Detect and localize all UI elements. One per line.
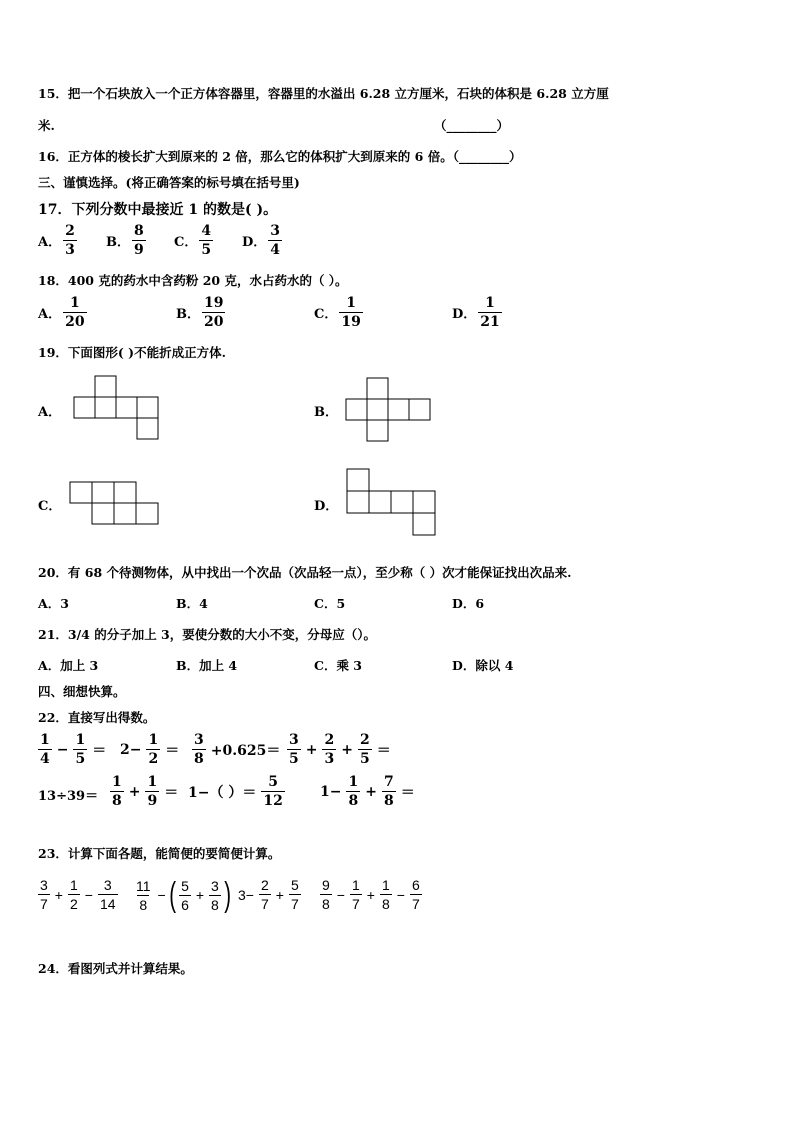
cube-net-a[interactable] [70,374,162,442]
fraction: $\frac{3}{14}$ [99,877,116,912]
fraction: 8 9 [134,223,144,258]
q17-option-d[interactable]: D． 3 4 [242,223,281,258]
q18-option-c[interactable]: C． 1 19 [314,295,361,330]
q18-option-d[interactable]: D． 1 21 [452,295,500,330]
q23-stem: 23．计算下面各题，能简便的要简便计算。 [38,846,281,861]
fraction: 5 12 [263,774,283,809]
q22-expr-2: 2− $\frac{1}{2}$ ＝ [120,732,180,767]
q21-stem: 21．3/4 的分子加上 3，要使分数的大小不变，分母应（）。 [38,627,377,642]
q21-option-b[interactable]: B．加上 4 [176,658,238,673]
q22-expr-8: 1− $\frac{1}{8}$ + $\frac{7}{8}$ ＝ [320,774,415,809]
fraction: 3 5 [289,732,299,767]
q17-option-c[interactable]: C． 4 5 [174,223,212,258]
fraction: $\frac{1}{8}$ [348,774,359,809]
q23-expr-2: 11 8 − ( 5 6 + $\frac{3}{8}$ ) [136,876,231,914]
q24-stem: 24．看图列式并计算结果。 [38,961,193,976]
fraction: 1 8 [112,774,122,809]
fraction: $\frac{1}{2}$ [148,732,159,767]
fraction: 3 7 [40,877,48,912]
fraction: $\frac{1}{7}$ [351,877,360,912]
q23-expr-1: 3 7 + $\frac{1}{2}$ − $\frac{3}{14}$ [40,877,116,912]
q22-expr-4: 3 5 + $\frac{2}{3}$ + $\frac{2}{5}$ ＝ [289,732,391,767]
q22-expr-7: 1−（ ）＝ 5 12 [188,774,283,809]
left-paren: ( [169,876,176,914]
cube-net-b[interactable] [343,376,435,444]
q17-stem: 17．下列分数中最接近 1 的数是( )。 [38,202,278,218]
right-paren: ) [224,876,231,914]
q20-stem: 20．有 68 个待测物体，从中找出一个次品（次品轻一点），至少称（ ）次才能保证找出次品来. [38,565,572,580]
fraction: 3 4 [270,223,281,258]
q23-expr-3: 3− $\frac{2}{7}$ + $\frac{5}{7}$ [238,877,299,912]
q22-stem: 22．直接写出得数。 [38,710,156,725]
q22-expr-5: 13÷39＝ [38,789,99,804]
fraction: 3 8 [194,732,204,767]
section-4-title: 四、细想快算。 [38,684,126,699]
fraction: 9 8 [322,877,330,912]
q18-stem: 18．400 克的药水中含药粉 20 克，水占药水的（ ）。 [38,273,348,288]
fraction: $\frac{2}{5}$ [359,732,370,767]
q22-expr-3: 3 8 +0.625＝ [194,732,281,767]
q19-option-d-label[interactable]: D． [314,499,339,514]
section-3-title: 三、谨慎选择。(将正确答案的标号填在括号里) [38,175,300,190]
fraction: 1 4 [40,732,50,767]
fraction: $\frac{7}{8}$ [383,774,394,809]
fraction: 1 21 [480,295,500,330]
q18-option-b[interactable]: B． 19 20 [176,295,224,330]
q19-stem: 19．下面图形( )不能折成正方体. [38,345,226,360]
q17-option-a[interactable]: A． 2 3 [38,223,75,258]
q19-option-c-label[interactable]: C． [38,499,62,514]
fraction: $\frac{2}{7}$ [260,877,269,912]
q22-expr-6: 1 8 + $\frac{1}{9}$ ＝ [112,774,179,809]
fraction: $\frac{1}{2}$ [69,877,78,912]
cube-net-c[interactable] [67,479,161,529]
fraction: $\frac{6}{7}$ [411,877,420,912]
q21-option-c[interactable]: C．乘 3 [314,658,362,673]
q18-option-a[interactable]: A． 1 20 [38,295,85,330]
fraction: 19 20 [204,295,224,330]
fraction: $\frac{5}{7}$ [290,877,299,912]
fraction: 5 6 [181,877,189,913]
q15-line2: 米. [38,118,55,133]
q21-option-a[interactable]: A．加上 3 [38,658,99,673]
q21-options [38,656,590,674]
q20-option-b[interactable]: B．4 [176,596,208,611]
q15-answer-blank[interactable]: （________） [434,118,510,133]
q17-option-b[interactable]: B． 8 9 [106,223,144,258]
q19-option-b-label[interactable]: B． [314,405,338,420]
q20-options [38,594,590,612]
fraction: $\frac{1}{8}$ [381,877,390,912]
q17-options [38,224,310,257]
fraction: $\frac{1}{5}$ [75,732,86,767]
fraction: $\frac{2}{3}$ [324,732,335,767]
q22-expr-1: 1 4 − $\frac{1}{5}$ ＝ [40,732,107,767]
fraction: 1 20 [65,295,85,330]
q21-option-d[interactable]: D．除以 4 [452,658,514,673]
fraction: $\frac{3}{8}$ [211,877,219,913]
cube-net-d[interactable] [344,467,438,539]
q15-line1: 15．把一个石块放入一个正方体容器里，容器里的水溢出 6.28 立方厘米，石块的体积是 6.28 立方厘 [38,86,609,101]
q20-option-d[interactable]: D．6 [452,596,485,611]
fraction: 4 5 [201,223,212,258]
q23-expr-4: 9 8 − $\frac{1}{7}$ + $\frac{1}{8}$ − $\frac{6}{7}$ [322,877,420,912]
fraction: 11 8 [136,877,151,913]
q19-option-a-label[interactable]: A． [38,405,62,420]
q20-option-a[interactable]: A．3 [38,596,69,611]
q18-options [38,296,590,329]
fraction: 1 19 [341,295,361,330]
fraction: 2 3 [65,223,75,258]
q16-stem: 16．正方体的棱长扩大到原来的 2 倍，那么它的体积扩大到原来的 6 倍。（________） [38,149,522,164]
fraction: $\frac{1}{9}$ [147,774,158,809]
q20-option-c[interactable]: C．5 [314,596,346,611]
